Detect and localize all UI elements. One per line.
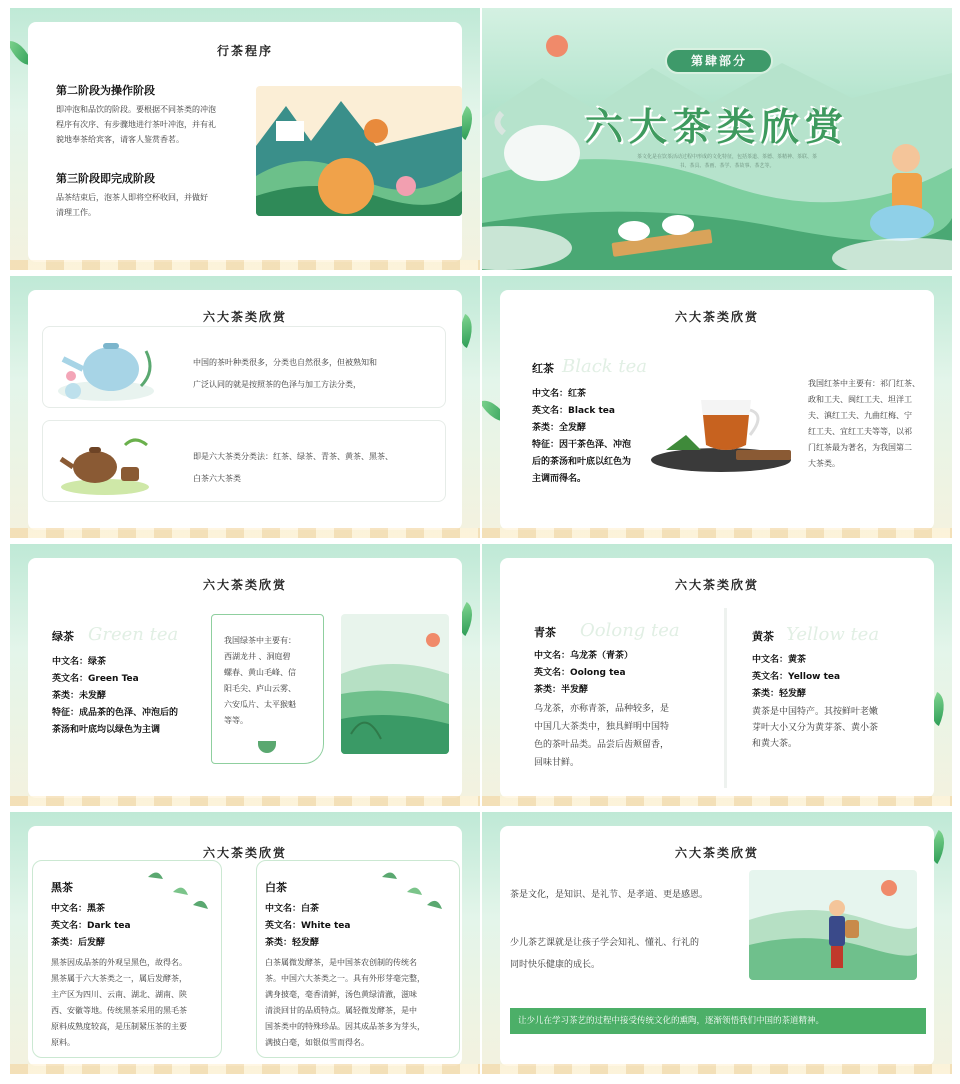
oolong-description: 乌龙茶，亦称青茶，品种较多，是 中国几大茶类中，独具鲜明中国特 色的茶叶品类。品尝后齿颊留香， 回味甘鲜。 <box>534 704 670 768</box>
stage-two-heading: 第二阶段为操作阶段 <box>56 84 155 97</box>
slide-card <box>500 558 934 798</box>
slide-3[interactable] <box>10 276 480 538</box>
cloud-border <box>10 528 480 538</box>
slide-7[interactable] <box>10 812 480 1074</box>
slide-8[interactable] <box>482 812 952 1074</box>
stage-three-heading: 第三阶段即完成阶段 <box>56 172 155 185</box>
tea-name-heading: 青茶 <box>534 626 556 639</box>
slide-card <box>500 290 934 530</box>
dark-tea-description: 黑茶因成品茶的外观呈黑色，故得名。 黑茶属于六大茶类之一，属后发酵茶， 主产区为四川、云南、湖北、湖南、陕 西、安徽等地。传统黑茶采用的黑毛茶 原料成熟度较高，是压制紧压茶的主要 原料。 <box>51 958 187 1047</box>
section-title: 六大茶类欣赏 <box>584 104 849 149</box>
yellow-tea-description: 黄茶是中国特产。其按鲜叶老嫩 芽叶大小又分为黄芽茶、黄小茶 和黄大茶。 <box>752 707 879 749</box>
divider <box>724 608 727 788</box>
tea-facts: 中文名：黑茶 英文名：Dark tea 茶类：后发酵 <box>51 904 131 948</box>
slide-title: 六大茶类欣赏 <box>202 578 287 592</box>
cloud-border <box>10 796 480 806</box>
section-badge: 第肆部分 <box>665 48 773 74</box>
slide-5[interactable] <box>10 544 480 806</box>
cloud-border <box>482 1064 952 1074</box>
slide-1[interactable] <box>10 8 480 270</box>
course-statement: 少儿茶艺课就是让孩子学会知礼、懂礼、行礼的 同时快乐健康的成长。 <box>510 938 700 970</box>
cloud-border <box>10 1064 480 1074</box>
varieties-text: 我国红茶中主要有：祁门红茶、 政和工夫、闽红工夫、坦洋工 夫、滇红工夫、九曲红梅、宁 红工夫、宜红工夫等等，以祁 门红茶最为著名，为我国第二 大茶类。 <box>808 379 920 468</box>
slide-title: 六大茶类欣赏 <box>674 310 759 324</box>
tea-facts: 中文名：黄茶 英文名：Yellow tea 茶类：轻发酵 <box>752 655 841 699</box>
english-watermark: Yellow tea <box>786 624 880 645</box>
tea-facts: 中文名：白茶 英文名：White tea 茶类：轻发酵 <box>265 904 351 948</box>
landscape-illustration <box>256 86 462 216</box>
slide-title: 行茶程序 <box>216 44 273 58</box>
tea-name-heading: 黑茶 <box>51 881 73 894</box>
varieties-card: 我国绿茶中主要有： 西湖龙井 、洞庭碧 螺春、黄山毛峰、信 阳毛尖、庐山云雾、 六安瓜片、太平猴魁 等等。 <box>211 614 324 764</box>
cloud-border <box>482 796 952 806</box>
section-subtitle: 茶文化是在饮茶活动过程中形成的文化特征，包括茶道、茶德、茶精神、茶联、茶 书、茶具、茶画、茶学、茶故事、茶艺等。 <box>636 154 817 169</box>
slide-2[interactable] <box>482 8 952 270</box>
tea-name-heading: 红茶 <box>532 362 554 375</box>
clay-teapot-illustration <box>55 427 155 497</box>
slide-title: 六大茶类欣赏 <box>202 846 287 860</box>
slide-card <box>28 558 462 798</box>
matcha-bowl-icon <box>258 741 276 753</box>
english-watermark: Black tea <box>562 356 648 377</box>
tea-name-heading: 绿茶 <box>52 630 74 643</box>
teapot-illustration <box>51 331 161 405</box>
stage-two-text: 即冲泡和品饮的阶段。要根据不同茶类的冲泡 程序有次序、有步骤地进行茶叶冲泡，并有礼 貌地奉茶给宾客，请客人鉴赏香茗。 <box>56 105 216 144</box>
tea-facts: 中文名：红茶 英文名：Black tea 茶类：全发酵 特征：因干茶色泽、冲泡 后的茶汤和叶底以红色为 主调而得名。 <box>532 389 632 484</box>
culture-statement: 茶是文化，是知识、是礼节、是孝道、更是感恩。 <box>510 890 709 900</box>
tea-name-heading: 白茶 <box>265 881 287 894</box>
slide-card <box>28 826 462 1066</box>
cloud-border <box>482 528 952 538</box>
stage-three-text: 品茶结束后，泡茶人即将空杯收回，并做好 清理工作。 <box>56 193 208 217</box>
slide-6[interactable] <box>482 544 952 806</box>
box-text: 即是六大茶类分类法：红茶、绿茶、青茶、黄茶、黑茶、 白茶六大茶类 <box>193 452 393 483</box>
slide-4[interactable] <box>482 276 952 538</box>
black-tea-cup-illustration <box>646 380 796 480</box>
info-box <box>42 420 446 502</box>
slide-title: 六大茶类欣赏 <box>202 310 287 324</box>
tea-facts: 中文名：乌龙茶（青茶） 英文名：Oolong tea 茶类：半发酵 <box>534 651 634 695</box>
highlight-banner: 让少儿在学习茶艺的过程中接受传统文化的熏陶，逐渐领悟我们中国的茶道精神。 <box>510 1008 926 1034</box>
english-watermark: Oolong tea <box>580 620 680 641</box>
cloud-border <box>10 260 480 270</box>
tea-field-illustration <box>341 614 449 754</box>
white-tea-description: 白茶属微发酵茶，是中国茶农创制的传统名 茶。中国六大茶类之一。具有外形芽毫完整， 满身披毫，毫香清鲜，汤色黄绿清澈，滋味 清淡回甘的品质特点。属轻微发酵茶，是中 国茶类中的特殊珍品。因其成品茶多为芽头， 满披白毫，如银似雪而得名。 <box>265 958 425 1047</box>
slide-card <box>28 290 462 530</box>
tea-name-heading: 黄茶 <box>752 630 774 643</box>
info-box <box>42 326 446 408</box>
slide-card <box>500 826 934 1066</box>
tea-facts: 中文名：绿茶 英文名：Green Tea 茶类：未发酵 特征：成品茶的色泽、冲泡后的 茶汤和叶底均以绿色为主调 <box>52 657 179 735</box>
white-tea-card <box>256 860 460 1058</box>
box-text: 中国的茶叶种类很多，分类也自然很多，但被熟知和 广泛认同的就是按照茶的色泽与加工方法分类， <box>193 358 377 389</box>
slide-title: 六大茶类欣赏 <box>674 578 759 592</box>
tea-picker-illustration <box>749 870 917 980</box>
english-watermark: Green tea <box>88 624 179 645</box>
slide-card <box>28 22 462 262</box>
dark-tea-card <box>32 860 222 1058</box>
slide-title: 六大茶类欣赏 <box>674 846 759 860</box>
